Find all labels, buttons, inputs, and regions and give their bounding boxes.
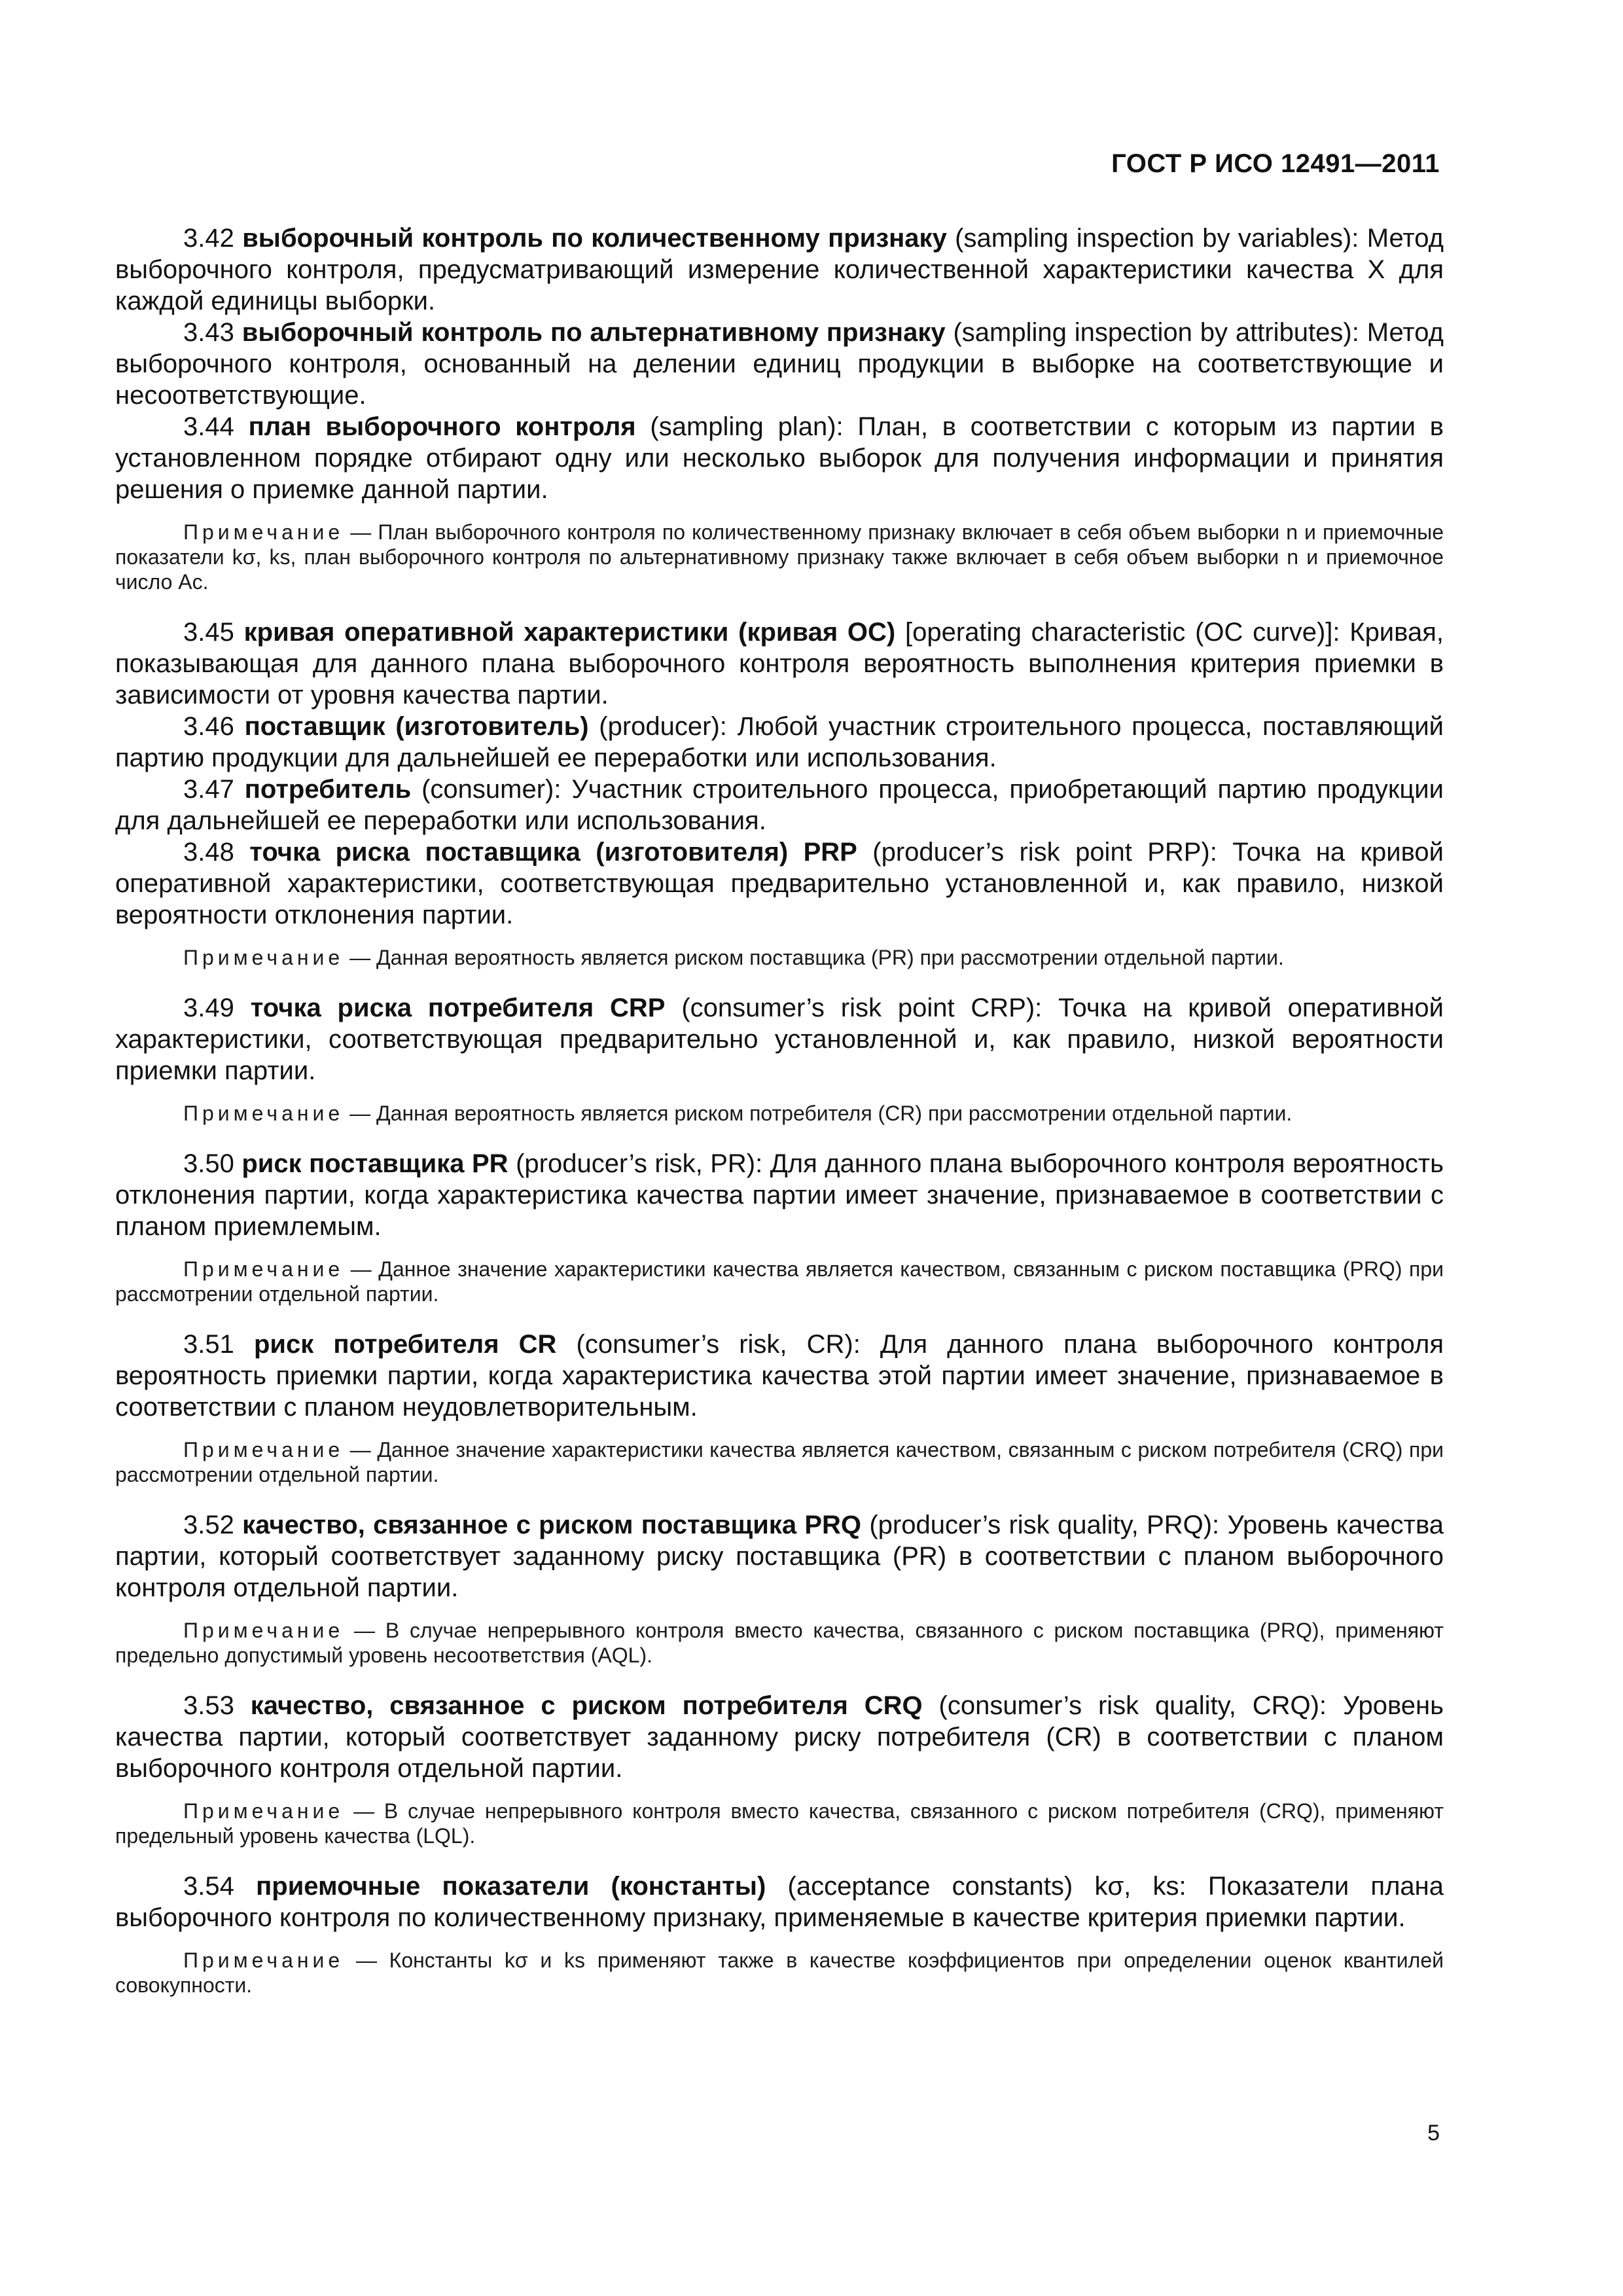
definition-3-48 [115,836,1444,931]
definition-term: качество, связанное с риском потребителя CRQ [250,1691,923,1720]
document-body [115,223,1444,2020]
definition-text: [operating characteristic (OC curve)]: Кривая, показывающая для данного плана выборочного контроля вероятность выполнения критерия приемки в зависимости от уровня качества партии. [115,618,1444,709]
definition-term: риск потребителя CR [253,1330,557,1359]
definition-number: 3.49 [183,994,234,1022]
note-text: — Константы kσ и ks применяют также в качестве коэффициентов при определении оценок квантилей совокупности. [115,1948,1444,1997]
definition-number: 3.48 [183,838,234,867]
note-label: Примечание [183,520,344,544]
note-label: Примечание [183,946,344,969]
definition-number: 3.50 [183,1149,234,1178]
definition-3-53 [115,1690,1444,1784]
definition-3-44 [115,411,1444,505]
definition-3-54 [115,1871,1444,1933]
definition-term: поставщик (изготовитель) [244,712,589,741]
definition-number: 3.47 [183,775,234,804]
definition-term: точка риска потребителя CRP [250,994,666,1022]
note-label: Примечание [183,1102,344,1125]
definition-number: 3.54 [183,1872,234,1901]
definition-number: 3.45 [183,618,234,647]
definition-text: (consumer’s risk point CRP): Точка на кривой оперативной характеристики, соответствующая предварительно установленной и, как правило, низкой вероятности приемки партии. [115,994,1444,1085]
definition-number: 3.43 [183,318,234,347]
definition-3-46 [115,711,1444,774]
definition-3-47 [115,774,1444,836]
definition-text: (producer): Любой участник строительного процесса, поставляющий партию продукции для дальнейшей ее переработки или использования. [115,712,1444,772]
definition-3-49 [115,992,1444,1086]
definition-term: потребитель [244,775,412,804]
definition-text: (sampling inspection by variables): Метод выборочного контроля, предусматривающий измерение количественной характеристики качества X для каждой единицы выборки. [115,224,1444,315]
definition-3-43 [115,317,1444,411]
definition-text: (sampling inspection by attributes): Метод выборочного контроля, основанный на делении единиц продукции в выборке на соответствующие и несоответствующие. [115,318,1444,410]
note-3-48 [115,945,1444,970]
note-3-54 [115,1948,1444,1998]
definition-text: (producer’s risk quality, PRQ): Уровень качества партии, который соответствует заданному риску поставщика (PR) в соответствии с планом выборочного контроля отдельной партии. [115,1511,1444,1602]
note-3-53 [115,1799,1444,1848]
definition-number: 3.51 [183,1330,234,1359]
note-3-50 [115,1257,1444,1306]
note-text: — В случае непрерывного контроля вместо качества, связанного с риском потребителя (CRQ), применяют предельный уровень качества (LQL). [115,1799,1444,1848]
note-label: Примечание [183,1799,344,1823]
document-header: ГОСТ Р ИСО 12491—2011 [1111,149,1440,178]
definition-text: (consumer): Участник строительного процесса, приобретающий партию продукции для дальнейшей ее переработки или использования. [115,775,1444,835]
note-label: Примечание [183,1438,344,1462]
note-text: — Данная вероятность является риском потребителя (CR) при рассмотрении отдельной партии. [349,1102,1293,1125]
definition-3-42 [115,223,1444,317]
note-3-51 [115,1437,1444,1487]
definition-number: 3.46 [183,712,234,741]
note-label: Примечание [183,1257,344,1281]
note-text: — План выборочного контроля по количественному признаку включает в себя объем выборки n и приемочные показатели kσ, ks, план выборочного контроля по альтернативному признаку также включает в себя объем выборки n и приемочное число Ac. [115,520,1444,594]
definition-term: план выборочного контроля [248,412,636,441]
note-3-44 [115,520,1444,594]
note-label: Примечание [183,1619,344,1642]
definition-term: риск поставщика PR [241,1149,508,1178]
definition-term: качество, связанное с риском поставщика PRQ [242,1511,862,1539]
definition-text: (sampling plan): План, в соответствии с которым из партии в установленном порядке отбирают одну или несколько выборок для получения информации и принятия решения о приемке данной партии. [115,412,1444,504]
definition-text: (producer’s risk point PRP): Точка на кривой оперативной характеристики, соответствующая предварительно установленной и, как правило, низкой вероятности отклонения партии. [115,838,1444,929]
note-label: Примечание [183,1948,344,1972]
definition-term: выборочный контроль по количественному признаку [242,224,947,253]
definition-3-52 [115,1509,1444,1604]
note-3-52 [115,1618,1444,1668]
definition-3-50 [115,1148,1444,1242]
definition-term: кривая оперативной характеристики (кривая ОС) [243,618,896,647]
definition-text: (acceptance constants) kσ, ks: Показатели плана выборочного контроля по количественному признаку, применяемые в качестве критерия приемки партии. [115,1872,1444,1932]
definition-number: 3.44 [183,412,234,441]
definition-term: точка риска поставщика (изготовителя) PRP [249,838,857,867]
definition-term: приемочные показатели (константы) [256,1872,766,1901]
note-text: — В случае непрерывного контроля вместо качества, связанного с риском поставщика (PRQ), применяют предельно допустимый уровень несоответствия (AQL). [115,1619,1444,1667]
definition-number: 3.53 [183,1691,234,1720]
definition-term: выборочный контроль по альтернативному признаку [241,318,946,347]
definition-number: 3.52 [183,1511,234,1539]
note-3-49 [115,1101,1444,1126]
definition-text: (consumer’s risk quality, CRQ): Уровень качества партии, который соответствует заданному риску потребителя (CR) в соответствии с планом выборочного контроля отдельной партии. [115,1691,1444,1783]
definition-text: (producer’s risk, PR): Для данного плана выборочного контроля вероятность отклонения партии, когда характеристика качества партии имеет значение, признаваемое в соответствии с планом приемлемым. [115,1149,1444,1241]
note-text: — Данное значение характеристики качества является качеством, связанным с риском потребителя (CRQ) при рассмотрении отдельной партии. [115,1438,1444,1486]
definition-3-45 [115,617,1444,711]
definition-text: (consumer’s risk, CR): Для данного плана выборочного контроля вероятность приемки партии, когда характеристика качества этой партии имеет значение, признаваемое в соответствии с планом неудовлетворительным. [115,1330,1444,1422]
definition-3-51 [115,1329,1444,1423]
definition-number: 3.42 [183,224,234,253]
note-text: — Данное значение характеристики качества является качеством, связанным с риском поставщика (PRQ) при рассмотрении отдельной партии. [115,1257,1444,1306]
page-number: 5 [1427,2121,1440,2145]
note-text: — Данная вероятность является риском поставщика (PR) при рассмотрении отдельной партии. [349,946,1284,969]
